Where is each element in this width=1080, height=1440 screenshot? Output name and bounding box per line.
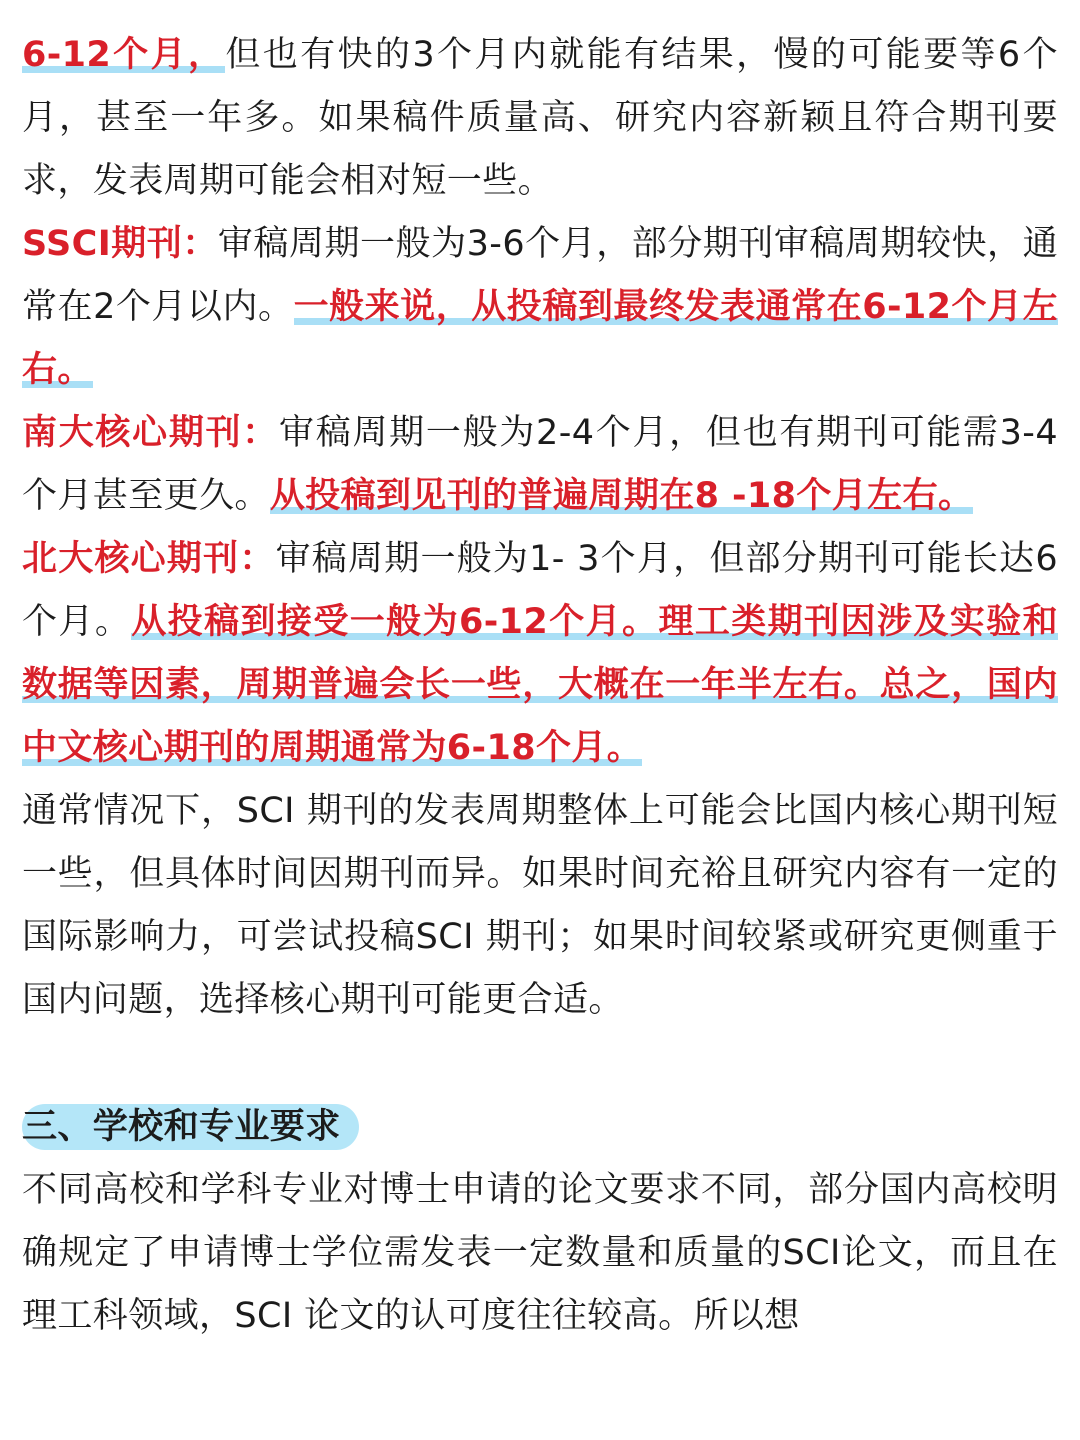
highlight-sci-period: 6-12个月， — [22, 35, 226, 75]
article-body — [22, 24, 1058, 1348]
paragraph-ssci — [22, 213, 1058, 402]
ssci-highlight: 一般来说，从投稿到最终发表通常在6-12个月左右。 — [22, 287, 1058, 390]
nanda-text: 审稿周期一般为2-4个月，但也有期刊可能需3-4个月甚至更久。 — [22, 413, 1058, 516]
paragraph-beida-core — [22, 528, 1058, 780]
nanda-highlight: 从投稿到见刊的普遍周期在8 -18个月左右。 — [269, 476, 974, 516]
section-heading-school-requirements: 三、学校和专业要求 — [22, 1104, 359, 1150]
nanda-label: 南大核心期刊： — [22, 413, 280, 453]
ssci-text: 审稿周期一般为3-6个月，部分期刊审稿周期较快，通常在2个月以内。 — [22, 224, 1058, 327]
ssci-label: SSCI期刊： — [22, 224, 218, 264]
section-heading-wrap — [22, 1096, 1058, 1159]
paragraph-nanda-core — [22, 402, 1058, 528]
beida-highlight: 从投稿到接受一般为6-12个月。理工类期刊因涉及实验和数据等因素，周期普遍会长一些，大概在一年半左右。总之，国内中文核心期刊的周期通常为6-18个月。 — [22, 602, 1058, 768]
beida-text: 审稿周期一般为1- 3个月，但部分期刊可能长达6个月。 — [22, 539, 1058, 642]
paragraph-text: 但也有快的3个月内就能有结果，慢的可能要等6个月，甚至一年多。如果稿件质量高、研究内容新颖且符合期刊要求，发表周期可能会相对短一些。 — [22, 35, 1058, 201]
paragraph-sci-timeline — [22, 24, 1058, 213]
beida-label: 北大核心期刊： — [22, 539, 276, 579]
paragraph-summary: 通常情况下，SCI 期刊的发表周期整体上可能会比国内核心期刊短一些，但具体时间因期刊而异。如果时间充裕且研究内容有一定的国际影响力，可尝试投稿SCI 期刊；如果时间较紧或研究更侧重于国内问题，选择核心期刊可能更合适。 — [22, 791, 1058, 1020]
paragraph-school-requirements: 不同高校和学科专业对博士申请的论文要求不同，部分国内高校明确规定了申请博士学位需发表一定数量和质量的SCI论文，而且在理工科领域，SCI 论文的认可度往往较高。所以想 — [22, 1170, 1058, 1336]
